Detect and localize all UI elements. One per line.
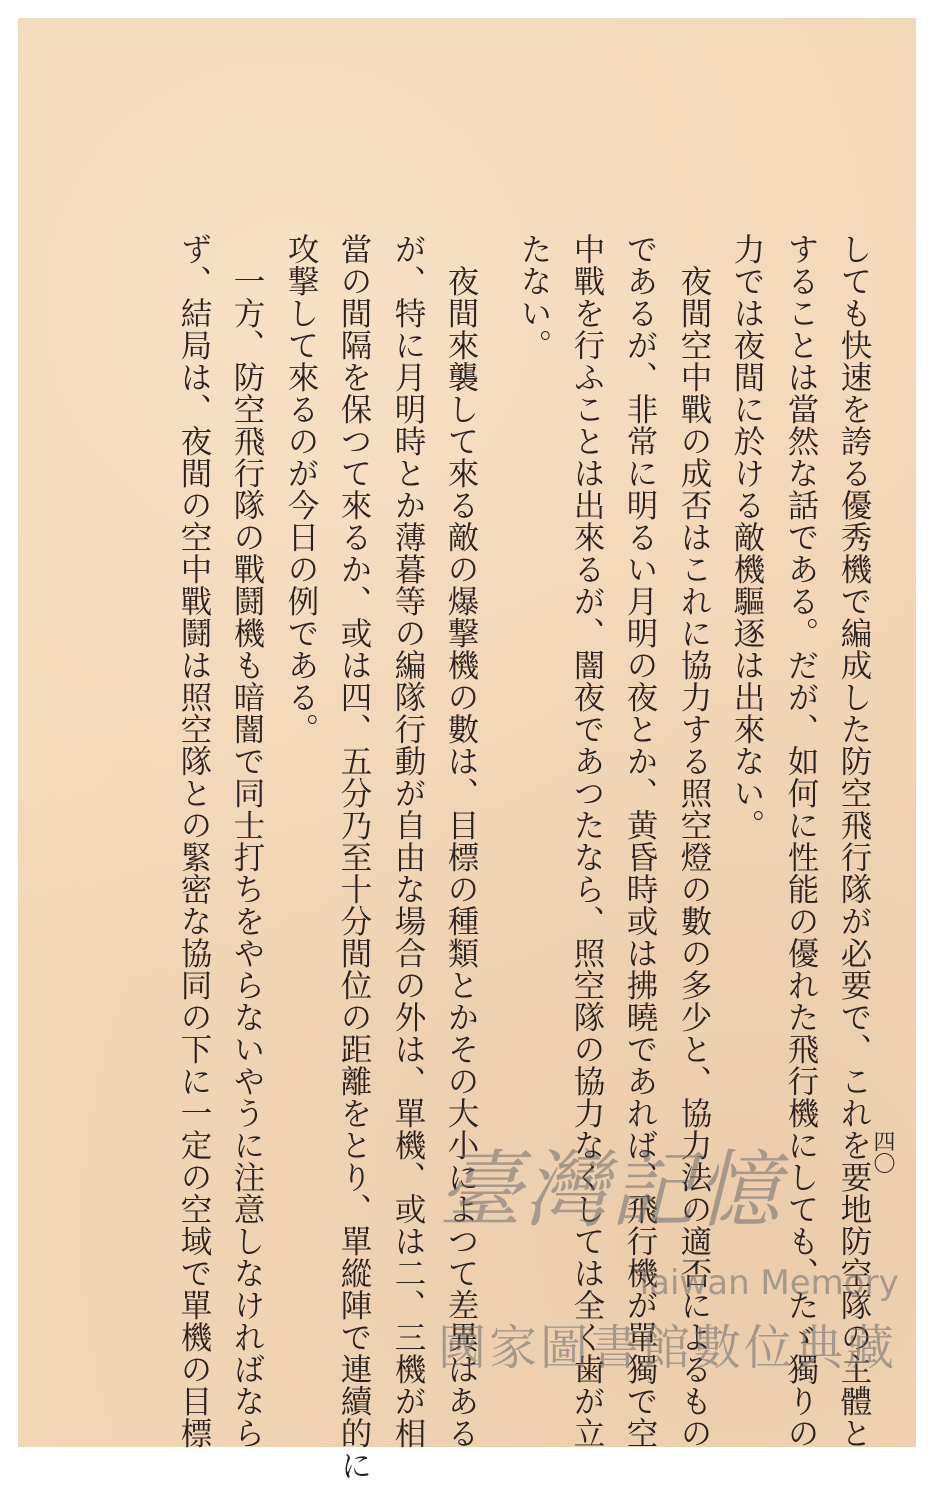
text-line-7: たない。 bbox=[516, 233, 552, 361]
text-line-9: が、特に月明時とか薄暮等の編隊行動が自由な場合の外は、單機、或は二、三機が相 bbox=[390, 233, 426, 1449]
watermark-logo: 臺灣記憶 bbox=[438, 1141, 783, 1239]
document-page bbox=[18, 18, 916, 1481]
watermark-library: 國家圖書館數位典藏 bbox=[438, 1320, 898, 1376]
text-line-10: 當の間隔を保つて來るか、或は四、五分乃至十分間位の距離をとり、單縱陣で連續的に bbox=[336, 233, 372, 1481]
text-line-11: 攻撃して來るのが今日の例である。 bbox=[283, 233, 319, 745]
text-line-13: ず、結局は、夜間の空中戰鬪は照空隊との緊密な協同の下に一定の空域で單機の目標 bbox=[176, 233, 212, 1449]
page-number: 四〇 bbox=[870, 1130, 895, 1174]
text-line-3: 力では夜間に於ける敵機驅逐は出來ない。 bbox=[729, 233, 765, 841]
text-line-2: することは當然な話である。だが、如何に性能の優れた飛行機にしても、たゞ獨りの bbox=[783, 233, 819, 1449]
watermark-latin: Taiwan Memory bbox=[634, 1263, 899, 1303]
text-line-1: しても快速を誇る優秀機で編成した防空飛行隊が必要で、これを要地防空隊の主體と bbox=[836, 233, 872, 1449]
text-line-12: 一方、防空飛行隊の戰鬪機も暗闇で同士打ちをやらないやうに注意しなければなら bbox=[229, 233, 265, 1449]
text-line-8: 夜間來襲して來る敵の爆撃機の數は、目標の種類とかその大小によつて差異はある bbox=[443, 233, 479, 1449]
text-line-5: であるが、非常に明るい月明の夜とか、黄昏時或は拂曉であれば、飛行機が單獨で空 bbox=[622, 233, 658, 1449]
text-line-6: 中戰を行ふことは出來るが、闇夜であつたなら、照空隊の協力なくしては全く歯が立 bbox=[569, 233, 605, 1449]
text-line-4: 夜間空中戰の成否はこれに協力する照空燈の數の多少と、協力法の適否によるもの bbox=[676, 233, 712, 1449]
